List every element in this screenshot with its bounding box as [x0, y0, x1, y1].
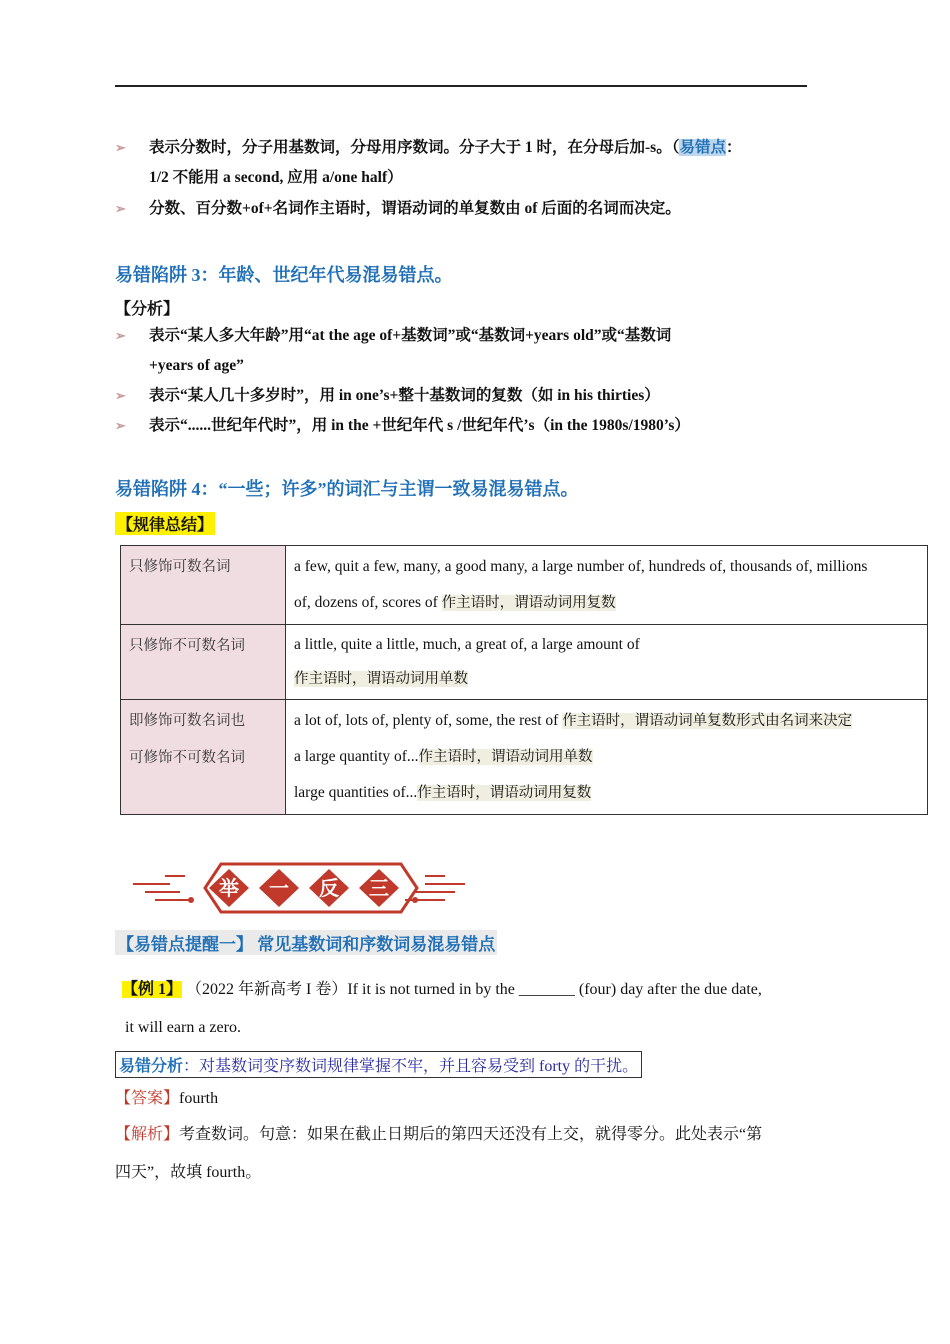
value-text: a lot of, lots of, plenty of, some, the rest of: [294, 712, 563, 729]
arrow-icon: ➢: [115, 201, 126, 216]
answer-line: [115, 1087, 218, 1111]
analysis-text: ：对基数词变序数词规律掌握不牢，并且容易受到 forty 的干扰。: [183, 1058, 639, 1075]
row-key: 只修饰不可数名词: [121, 625, 286, 700]
banner-char: 举: [219, 876, 239, 900]
table-row: [121, 625, 928, 700]
arrow-icon: ➢: [115, 140, 126, 155]
reminder-title: 【易错点提醒一】 常见基数词和序数词易混易错点: [115, 930, 497, 955]
banner-char: 一: [269, 876, 289, 900]
table-row: [121, 700, 928, 815]
value-text: large quantities of...: [294, 784, 418, 801]
answer-text: fourth: [179, 1090, 219, 1107]
analysis-label: 【分析】: [115, 301, 180, 318]
value-text: a large quantity of...: [294, 748, 419, 765]
arrow-icon: ➢: [115, 418, 126, 433]
row-value: [286, 700, 928, 815]
value-note: 作主语时，谓语动词用复数: [441, 595, 616, 611]
answer-label: 【答案】: [115, 1090, 180, 1107]
bullet-text: 表示“某人多大年龄”用“at the age of+基数词”或“基数词+years old”或“基数词: [149, 327, 672, 344]
value-note: 作主语时，谓语动词用复数: [417, 785, 592, 801]
explain-line2: 四天”，故填 fourth。: [115, 1164, 262, 1181]
value-note: 作主语时，谓语动词单复数形式由名词来决定: [562, 713, 853, 729]
row-value: [286, 625, 928, 700]
error-point-highlight: 易错点: [679, 139, 726, 156]
banner-decoration: [125, 858, 485, 918]
bullet-text: 分数、百分数+of+名词作主语时，谓语动词的单复数由 of 后面的名词而决定。: [149, 200, 681, 217]
example-text: （2022 年新高考 I 卷）If it is not turned in by the _______ (four) day after the due date,: [186, 981, 762, 998]
example-line1: [122, 978, 762, 1002]
analysis-label: 易错分析: [119, 1058, 184, 1075]
bullet-text: 表示分数时，分子用基数词，分母用序数词。分子大于 1 时，在分母后加-s。（: [149, 139, 680, 156]
value-text: of, dozens of, scores of: [294, 594, 442, 611]
row-value: [286, 546, 928, 625]
row-key-line: 即修饰可数名词也: [129, 713, 245, 729]
bullet-text: 表示“......世纪年代时”，用 in the +世纪年代 s /世纪年代’s（in the 1980s/1980’s）: [149, 417, 690, 434]
explain-text: 考查数词。句意：如果在截止日期后的第四天还没有上交，就得零分。此处表示“第: [179, 1126, 763, 1143]
trap3-title: 易错陷阱 3：年龄、世纪年代易混易错点。: [115, 265, 453, 285]
example-line2: it will earn a zero.: [125, 1019, 241, 1036]
table-row: [121, 546, 928, 625]
arrow-icon: ➢: [115, 388, 126, 403]
bullet-text-line2: 1/2 不能用 a second, 应用 a/one half）: [149, 169, 403, 186]
row-key: 只修饰可数名词: [121, 546, 286, 625]
arrow-icon: ➢: [115, 328, 126, 343]
explain-line1: [115, 1123, 762, 1147]
error-analysis-box: [115, 1051, 642, 1078]
explain-label: 【解析】: [115, 1126, 180, 1143]
row-key: [121, 700, 286, 815]
value-note: 作主语时，谓语动词用单数: [418, 749, 593, 765]
value-text: a few, quit a few, many, a good many, a large number of, hundreds of, thousands of, millions: [294, 558, 868, 575]
bullet-text-line2: +years of age”: [149, 357, 244, 374]
banner-char: 反: [319, 876, 339, 900]
rules-summary-label: 【规律总结】: [115, 512, 215, 535]
value-text: a little, quite a little, much, a great of, a large amount of: [294, 636, 640, 653]
bullet-text: 表示“某人几十多岁时”，用 in one’s+整十基数词的复数（如 in his thirties）: [149, 387, 660, 404]
banner-char: 三: [369, 876, 389, 900]
value-note: 作主语时，谓语动词用单数: [294, 671, 468, 687]
rules-table: [120, 545, 928, 815]
header-rule: [115, 85, 807, 87]
bullet-text: ：: [725, 139, 742, 156]
example-tag: 【例 1】: [122, 981, 183, 998]
row-key-line: 可修饰不可数名词: [129, 750, 245, 766]
trap4-title: 易错陷阱 4：“一些；许多”的词汇与主谓一致易混易错点。: [115, 479, 579, 499]
